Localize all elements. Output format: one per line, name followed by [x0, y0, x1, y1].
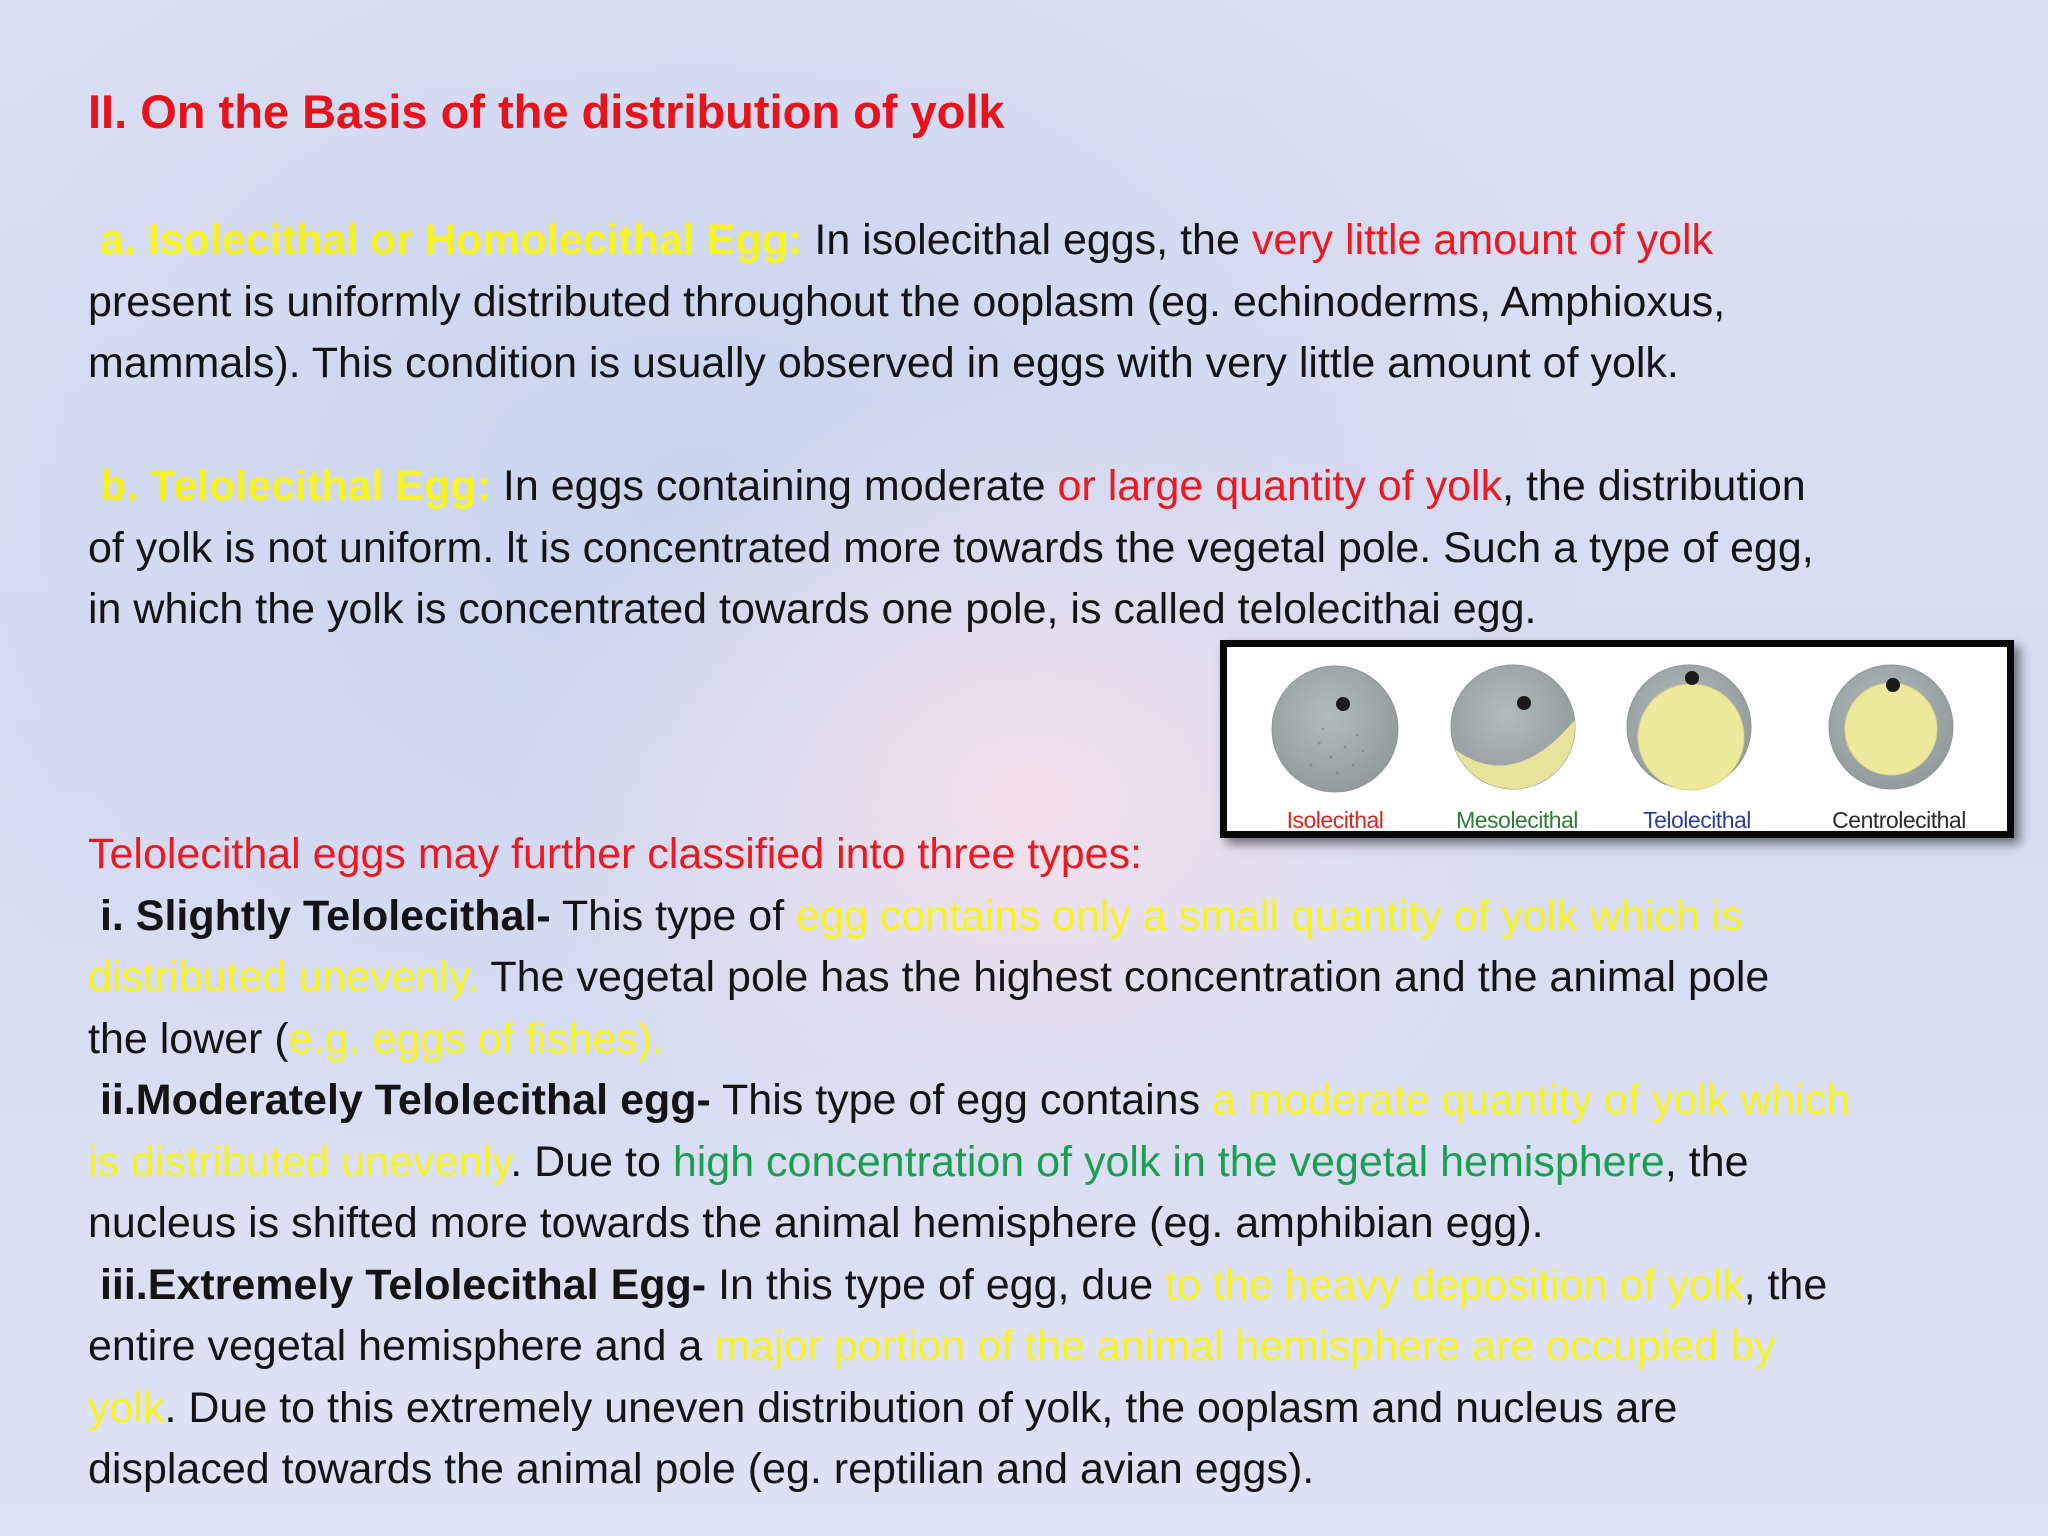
isolecithal-highlight: very little amount of yolk [1251, 216, 1714, 264]
telolecithal-text-1: In eggs containing moderate [490, 462, 1058, 510]
egg-types-illustration [1227, 647, 2007, 831]
extremely-highlight-3: yolk [88, 1383, 165, 1432]
centrolecithal-label: Centrolecithal [1832, 807, 1966, 833]
isolecithal-line-3: mammals). This condition is usually observed in eggs with very little amount of yolk. [88, 339, 1679, 387]
slide-title: II. On the Basis of the distribution of yolk [88, 85, 1005, 138]
extremely-text-1: In this type of egg, due [706, 1260, 1166, 1309]
extremely-line-3 [88, 1378, 1850, 1440]
centrolecithal-egg [1829, 665, 1953, 789]
moderately-highlight-2: is distributed unevenly [88, 1137, 511, 1186]
isolecithal-text-1: In isolecithal eggs, the [802, 216, 1252, 264]
isolecithal-line-1 [88, 210, 1725, 272]
mesolecithal-label: Mesolecithal [1456, 807, 1578, 833]
telolecithal-egg [1627, 665, 1751, 790]
isolecithal-label: Isolecithal [1286, 807, 1384, 833]
slightly-text-3: the lower ( [88, 1014, 289, 1063]
extremely-highlight-2: major portion of the animal hemisphere are occupied by [714, 1322, 1776, 1370]
moderately-line-1 [88, 1070, 1850, 1132]
isolecithal-egg [1272, 666, 1398, 792]
extremely-line-5: displaced towards the animal pole (eg. reptilian and avian eggs). [88, 1445, 1315, 1493]
telolecithal-paragraph [88, 456, 1814, 641]
moderately-text-1: This type of egg contains [710, 1076, 1213, 1124]
slightly-text-1: This type of [550, 891, 797, 940]
isolecithal-heading: a. Isolecithal or Homolecithal Egg: [99, 216, 803, 264]
extremely-text-4: . Due to this extremely uneven distribution of yolk, the ooplasm and nucleus are [164, 1383, 1678, 1432]
extremely-text-2: , the [1743, 1260, 1828, 1309]
slightly-text-2: The vegetal pole has the highest concentration and the animal pole [479, 953, 1770, 1001]
moderately-line-2 [88, 1132, 1850, 1194]
isolecithal-line-2: present is uniformly distributed throughout the ooplasm (eg. echinoderms, Amphioxus, [88, 277, 1726, 326]
isolecithal-paragraph [88, 210, 1725, 395]
telolecithal-types-section [88, 824, 1850, 1501]
slightly-label: i. Slightly Telolecithal- [99, 891, 551, 940]
extremely-label: iii.Extremely Telolecithal Egg- [99, 1260, 707, 1309]
moderately-text-3: , the [1664, 1137, 1749, 1186]
telolecithal-text-1-end: , the distribution [1502, 462, 1806, 510]
egg-types-figure [1220, 640, 2014, 838]
moderately-line-3: nucleus is shifted more towards the animal hemisphere (eg. amphibian egg). [88, 1199, 1544, 1247]
moderately-highlight-1: a moderate quantity of yolk which [1212, 1076, 1851, 1124]
mesolecithal-egg [1449, 665, 1577, 797]
slightly-highlight-1: egg contains only a small quantity of yolk which is [796, 891, 1743, 940]
slightly-line-1 [88, 886, 1850, 948]
telolecithal-heading: b. Telolecithal Egg: [99, 462, 491, 510]
moderately-label: ii.Moderately Telolecithal egg- [99, 1076, 711, 1124]
slightly-line-3 [88, 1009, 1850, 1071]
extremely-highlight-1: to the heavy deposition of yolk [1165, 1260, 1744, 1309]
telolecithal-line-1 [88, 456, 1814, 518]
moderately-green-highlight: high concentration of yolk in the vegetal hemisphere [672, 1137, 1665, 1186]
slightly-highlight-2: distributed unevenly. [88, 953, 480, 1001]
extremely-text-3: entire vegetal hemisphere and a [88, 1322, 715, 1370]
slightly-highlight-3: e.g. eggs of fishes). [288, 1014, 665, 1063]
extremely-line-1 [88, 1255, 1850, 1317]
telolecithal-label: Telolecithal [1643, 807, 1751, 833]
extremely-line-2 [88, 1316, 1850, 1378]
moderately-text-2: . Due to [510, 1137, 673, 1186]
telolecithal-line-2: of yolk is not uniform. lt is concentrated more towards the vegetal pole. Such a type of egg, [88, 523, 1814, 572]
telolecithal-highlight: or large quantity of yolk [1057, 462, 1503, 510]
types-intro: Telolecithal eggs may further classified into three types: [88, 830, 1143, 878]
slightly-line-2 [88, 947, 1850, 1009]
telolecithal-line-3: in which the yolk is concentrated towards one pole, is called telolecithai egg. [88, 585, 1537, 633]
